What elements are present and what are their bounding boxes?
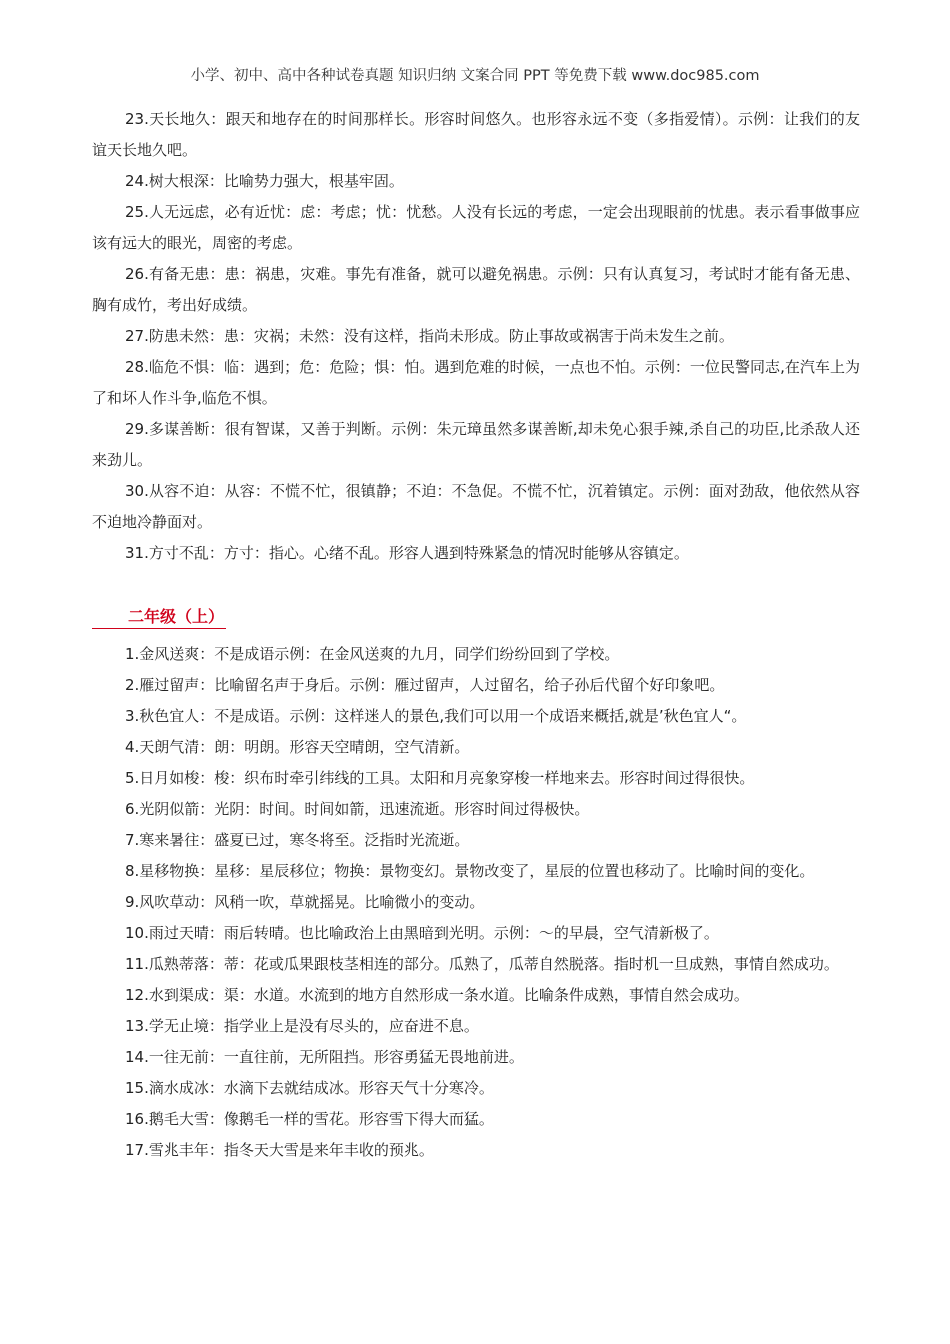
idiom-entry: 26.有备无患：患：祸患，灾难。事先有准备，就可以避免祸患。示例：只有认真复习，考试时才能有备无患、胸有成竹，考出好成绩。 [92,265,860,314]
idiom-entry: 25.人无远虑，必有近忧：虑：考虑；忧：忧愁。人没有长远的考虑，一定会出现眼前的忧患。表示看事做事应该有远大的眼光，周密的考虑。 [92,203,860,252]
section-heading-grade2 [92,605,860,631]
idiom-entry: 17.雪兆丰年：指冬天大雪是来年丰收的预兆。 [125,1141,434,1159]
idiom-entry: 16.鹅毛大雪：像鹅毛一样的雪花。形容雪下得大而猛。 [125,1110,494,1128]
section-heading-text: 二年级（上） [92,606,226,629]
idiom-entry: 28.临危不惧：临：遇到；危：危险；惧：怕。遇到危难的时候，一点也不怕。示例：一位民警同志,在汽车上为了和坏人作斗争,临危不惧。 [92,358,860,407]
idiom-entry: 24.树大根深：比喻势力强大，根基牢固。 [125,172,404,190]
idiom-entry: 13.学无止境：指学业上是没有尽头的，应奋进不息。 [125,1017,479,1035]
section-spacer [92,569,860,605]
idiom-entry: 11.瓜熟蒂落：蒂：花或瓜果跟枝茎相连的部分。瓜熟了，瓜蒂自然脱落。指时机一旦成熟，事情自然成功。 [125,955,839,973]
idiom-list-previous [92,104,860,569]
idiom-entry: 31.方寸不乱：方寸：指心。心绪不乱。形容人遇到特殊紧急的情况时能够从容镇定。 [125,544,689,562]
idiom-entry: 29.多谋善断：很有智谋，又善于判断。示例：朱元璋虽然多谋善断,却未免心狠手辣,杀自己的功臣,比杀敌人还来劲儿。 [92,420,860,469]
idiom-entry: 10.雨过天晴：雨后转晴。也比喻政治上由黑暗到光明。示例：～的早晨，空气清新极了。 [125,924,719,942]
idiom-entry: 12.水到渠成：渠：水道。水流到的地方自然形成一条水道。比喻条件成熟，事情自然会成功。 [125,986,749,1004]
idiom-entry: 7.寒来暑往：盛夏已过，寒冬将至。泛指时光流逝。 [125,831,470,849]
idiom-entry: 6.光阴似箭：光阴：时间。时间如箭，迅速流逝。形容时间过得极快。 [125,800,590,818]
idiom-entry: 4.天朗气清：朗：明朗。形容天空晴朗，空气清新。 [125,738,470,756]
idiom-list-grade2 [92,639,860,1166]
idiom-entry: 14.一往无前：一直往前，无所阻挡。形容勇猛无畏地前进。 [125,1048,524,1066]
idiom-entry: 3.秋色宜人：不是成语。示例：这样迷人的景色,我们可以用一个成语来概括,就是’秋色宜人“。 [125,707,747,725]
idiom-entry: 1.金风送爽：不是成语示例：在金风送爽的九月，同学们纷纷回到了学校。 [125,645,620,663]
idiom-entry: 9.风吹草动：风稍一吹，草就摇晃。比喻微小的变动。 [125,893,485,911]
idiom-entry: 2.雁过留声：比喻留名声于身后。示例：雁过留声，人过留名，给子孙后代留个好印象吧。 [125,676,725,694]
idiom-entry: 23.天长地久：跟天和地存在的时间那样长。形容时间悠久。也形容永远不变（多指爱情）。示例：让我们的友谊天长地久吧。 [92,110,860,159]
document-body [92,104,860,1166]
site-header-banner: 小学、初中、高中各种试卷真题 知识归纳 文案合同 PPT 等免费下载 www.doc985.com [190,68,760,84]
idiom-entry: 15.滴水成冰：水滴下去就结成冰。形容天气十分寒冷。 [125,1079,494,1097]
idiom-entry: 8.星移物换：星移：星辰移位；物换：景物变幻。景物改变了，星辰的位置也移动了。比喻时间的变化。 [125,862,815,880]
idiom-entry: 30.从容不迫：从容：不慌不忙，很镇静；不迫：不急促。不慌不忙，沉着镇定。示例：面对劲敌，他依然从容不迫地冷静面对。 [92,482,860,531]
idiom-entry: 27.防患未然：患：灾祸；未然：没有这样，指尚未形成。防止事故或祸害于尚未发生之前。 [125,327,734,345]
idiom-entry: 5.日月如梭：梭：织布时牵引纬线的工具。太阳和月亮象穿梭一样地来去。形容时间过得很快。 [125,769,755,787]
